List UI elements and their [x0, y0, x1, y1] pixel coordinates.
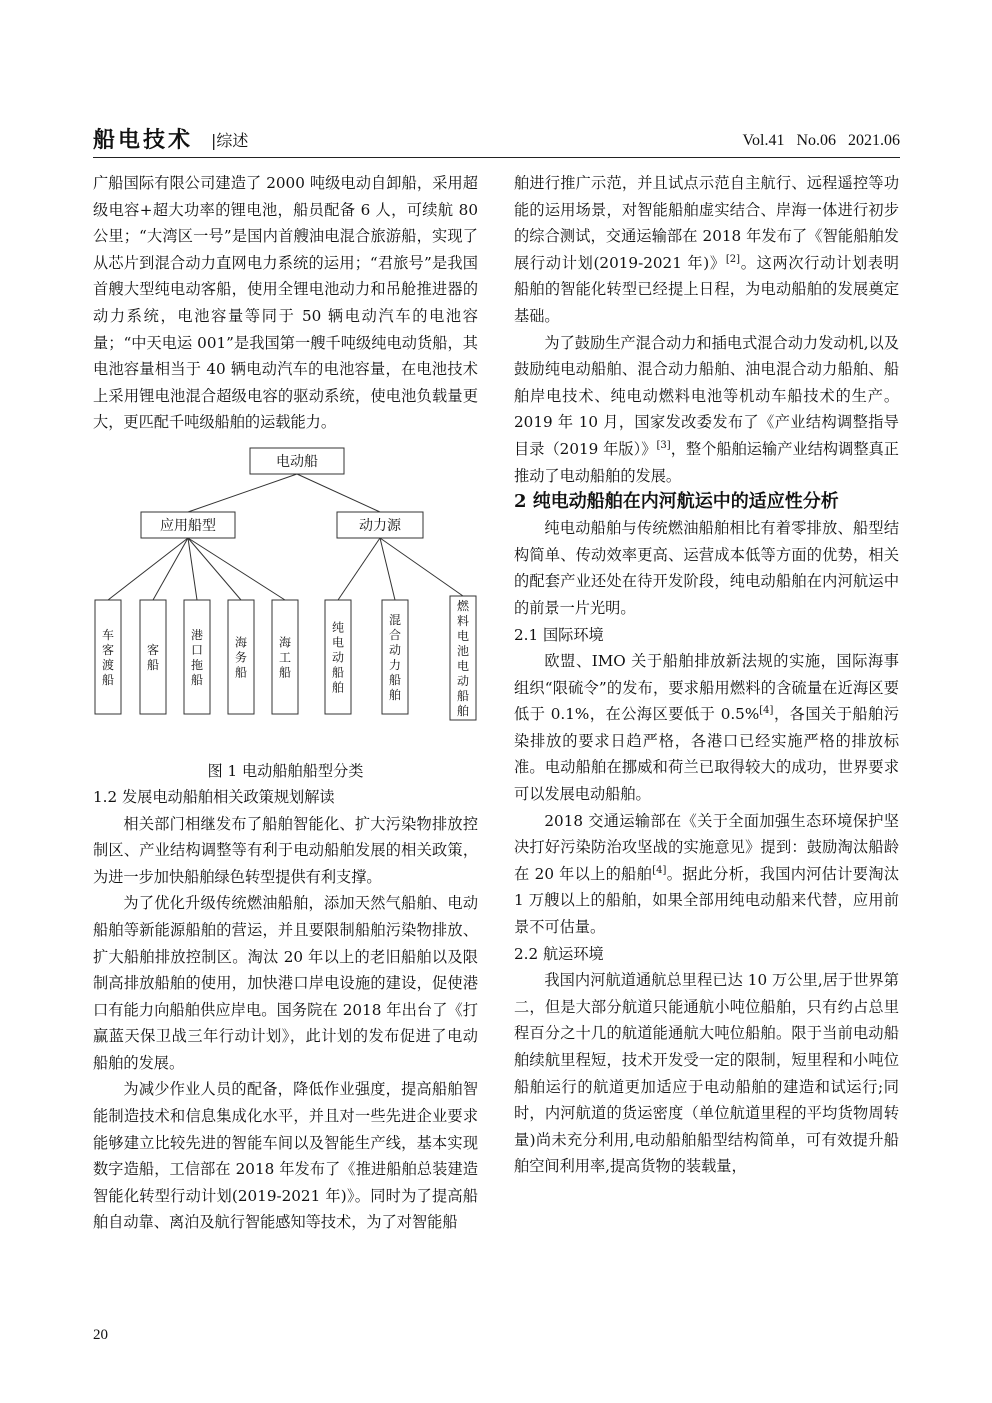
issue-info: Vol.41 No.06 2021.06 — [742, 132, 900, 149]
paragraph-intelligent: 为减少作业人员的配备，降低作业强度，提高船舶智能制造技术和信息集成化水平，并且对一些先进企业要求能够建立比较先进的智能车间以及智能生产线，基本实现数字造船，工信部在 2018 年发布了《推进船舶总装建造智能化转型行动计划(2019-2021 年)》。同时为了提高船舶自动靠、离泊及航行智能感知等技术，为了对智能船 — [93, 1080, 478, 1232]
paragraph-waterway: 我国内河航道通航总里程已达 10 万公里,居于世界第二，但是大部分航道只能通航小吨位船舶，只有约占总里程百分之十几的航道能通航大吨位船舶。限于当前电动船舶续航里程短，技术开发受一定的限制，短里程和小吨位船舶运行的航道更加适应于电动船舶的建造和试运行;同时，内河航道的货运密度（单位航道里程的平均货物周转量)尚未充分利用,电动船舶船型结构简单，可有效提升船舶空间利用率,提高货物的装载量， — [514, 971, 899, 1176]
leaf-application-5-label: 海工船 — [278, 635, 292, 680]
leaf-power-2-label: 混合动力船舶 — [388, 612, 402, 702]
connector-line — [297, 474, 380, 512]
journal-title: 船电技术 — [93, 127, 194, 153]
left-column — [93, 170, 478, 1236]
connector-line — [380, 538, 463, 596]
header-rule — [93, 157, 900, 158]
section-label: |综述 — [211, 131, 249, 150]
connector-line — [153, 538, 188, 600]
paragraph-upgrade: 为了优化升级传统燃油船舶，添加天然气船舶、电动船舶等新能源船舶的营运，并且要限制船舶污染物排放、扩大船舶排放控制区。淘汰 20 年以上的老旧船舶以及限制高排放船舶的使用，加快港口岸电设施的建设，促使港口有能力向船舶供应岸电。国务院在 2018 年出台了《打赢蓝天保卫战三年行动计划》，此计划的发布促进了电动船舶的发展。 — [93, 894, 478, 1072]
ship-classification-diagram — [93, 446, 478, 734]
page-header — [93, 125, 900, 159]
leaf-application-3-label: 港口拖船 — [190, 627, 204, 687]
section-heading-2: 2 纯电动船舶在内河航运中的适应性分析 — [514, 491, 839, 513]
leaf-application-4-label: 海务船 — [234, 635, 248, 680]
citation-4a: [4] — [759, 705, 774, 717]
paragraph-elimination: 2018 交通运输部在《关于全面加强生态环境保护坚决打好污染防治攻坚战的实施意见》提到：鼓励淘汰船龄在 20 年以上的船舶[4]。据此分析，我国内河估计要淘汰 1 万艘以上的船舶，如果全部用纯电动船来代替，应用前景不可估量。 — [514, 811, 900, 937]
leaf-application-1-label: 车客渡船 — [101, 627, 115, 687]
leaf-power-1-label: 纯电动船舶 — [331, 620, 345, 695]
leaf-application-2-label: 客船 — [146, 642, 160, 672]
paragraph-hybrid: 为了鼓励生产混合动力和插电式混合动力发动机,以及鼓励纯电动船舶、混合动力船舶、油电混合动力船舶、船舶岸电技术、纯电动燃料电池等机动车船技术的生产。2019 年 10 月，国家发改委发布了《产业结构调整指导目录（2019 年版）》[3]，整个船舶运输产业结构调整真正推动了电动船舶的发展。 — [514, 333, 899, 485]
citation-3: [3] — [656, 439, 671, 451]
right-column — [514, 170, 899, 1180]
leaf-application-2-box — [140, 600, 166, 714]
paragraph-advantages: 纯电动船舶与传统燃油船舶相比有着零排放、船型结构简单、传动效率更高、运营成本低等方面的优势，相关的配套产业还处在待开发阶段，纯电动船舶在内河航运中的前景一片光明。 — [514, 519, 899, 617]
citation-2: [2] — [725, 253, 740, 265]
section-heading-1-2: 1.2 发展电动船舶相关政策规划解读 — [93, 787, 335, 806]
paragraph-demo: 舶进行推广示范，并且试点示范自主航行、远程遥控等功能的运用场景，对智能船舶虚实结合、岸海一体进行初步的综合测试，交通运输部在 2018 年发布了《智能船舶发展行动计划(2019-2021 年)》[2]。这两次行动计划表明船舶的智能化转型已经提上日程，为电动船舶的发展奠定基础。 — [514, 174, 899, 325]
connector-line — [188, 474, 297, 512]
connector-line — [338, 538, 380, 600]
leaf-application-1-box — [95, 600, 121, 714]
paragraph-international: 欧盟、IMO 关于船舶排放新法规的实施，国际海事组织“限硫令”的发布，要求船用燃料的含硫量在近海区要低于 0.1%，在公海区要低于 0.5%[4]，各国关于船舶污染排放的要求日趋严格，各港口已经实施严格的排放标准。电动船舶在挪威和荷兰已取得较大的成功，世界要求可以发展电动船舶。 — [514, 652, 900, 804]
connector-line — [188, 538, 285, 600]
root-node-label: 电动船 — [276, 453, 318, 470]
paragraph-policy: 相关部门相继发布了船舶智能化、扩大污染物排放控制区、产业结构调整等有利于电动船舶发展的相关政策，为进一步加快船舶绿色转型提供有利支撑。 — [93, 814, 478, 886]
page-number: 20 — [93, 1327, 108, 1343]
leaf-application-3-box — [184, 600, 210, 714]
figure-caption: 图 1 电动船舶船型分类 — [207, 761, 364, 780]
connector-line — [108, 538, 188, 600]
branch-power-label: 动力源 — [359, 517, 401, 534]
section-heading-2-1: 2.1 国际环境 — [514, 625, 604, 644]
branch-application-label: 应用船型 — [160, 517, 216, 534]
leaf-power-3-label: 燃料电池电动船舶 — [456, 598, 470, 718]
figure-1 — [93, 446, 478, 758]
citation-4b: [4] — [652, 864, 667, 876]
section-heading-2-2: 2.2 航运环境 — [514, 944, 604, 963]
paragraph-ships: 广船国际有限公司建造了 2000 吨级电动自卸船，采用超级电容+超大功率的锂电池，船员配备 6 人，可续航 80 公里；“大湾区一号”是国内首艘油电混合旅游船，实现了从芯片到混合动力直网电力系统的运用；“君旅号”是我国首艘大型纯电动客船，使用全锂电池动力和吊舱推进器的动力系统，电池容量等同于 50 辆电动汽车的电池容量；“中天电运 001”是我国第一艘千吨级纯电动货船，其电池容量相当于 40 辆电动汽车的电池容量，在电池技术上采用锂电池混合超级电容的驱动系统，使电池负载量更大，更匹配千吨级船舶的运载能力。 — [93, 174, 478, 432]
